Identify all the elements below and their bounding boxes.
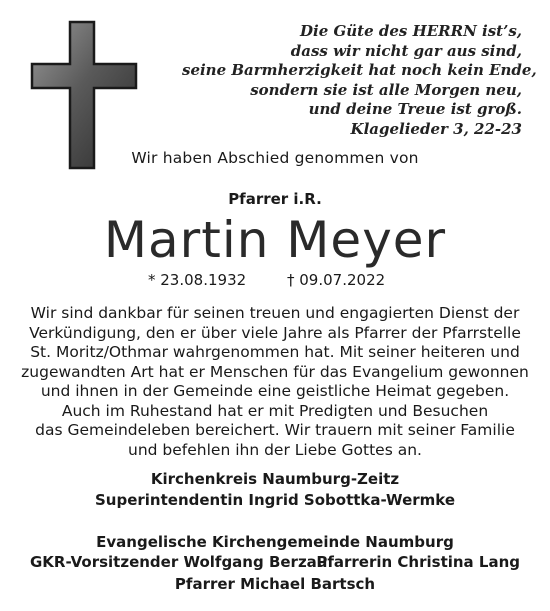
tribute-line: St. Moritz/Othmar wahrgenommen hat. Mit seiner heiteren und	[30, 343, 520, 361]
tribute-line: Verkündigung, den er über viele Jahre als Pfarrer der Pfarrstelle	[29, 323, 521, 342]
tribute-line: das Gemeindeleben bereichert. Wir trauern mit seiner Familie	[35, 421, 515, 439]
tribute-line: Auch im Ruhestand hat er mit Predigten und Besuchen	[61, 401, 489, 420]
signature-organization: Kirchenkreis Naumburg-Zeitz	[150, 470, 400, 488]
bible-verse	[182, 22, 537, 140]
signature-person: GKR-Vorsitzender Wolfgang Berzau	[30, 553, 328, 571]
verse-line: sondern sie ist alle Morgen neu,	[250, 80, 522, 99]
deceased-title: Pfarrer i.R.	[228, 190, 322, 208]
signature-person: Superintendentin Ingrid Sobottka-Wermke	[94, 491, 456, 509]
birth-date: * 23.08.1932	[148, 271, 247, 289]
tribute-text	[20, 304, 530, 460]
tribute-line: zugewandten Art hat er Menschen für das Evangelium gewonnen	[21, 362, 529, 381]
verse-line: dass wir nicht gar aus sind,	[290, 41, 522, 60]
verse-line: Die Güte des HERRN ist’s,	[299, 22, 522, 40]
verse-reference: Klagelieder 3, 22-23	[350, 119, 522, 138]
tribute-line: Wir sind dankbar für seinen treuen und engagierten Dienst der	[30, 304, 520, 322]
cross-icon	[30, 20, 140, 170]
tribute-line: und ihnen in der Gemeinde eine geistliche Heimat gegeben.	[40, 382, 510, 400]
tribute-line: und befehlen ihn der Liebe Gottes an.	[128, 440, 422, 459]
death-date: † 09.07.2022	[287, 271, 386, 289]
verse-line: und deine Treue ist groß.	[308, 100, 522, 119]
intro-text: Wir haben Abschied genommen von	[131, 149, 419, 167]
signature-organization: Evangelische Kirchengemeinde Naumburg	[96, 533, 454, 551]
signature-person: Pfarrerin Christina Lang	[316, 553, 520, 571]
deceased-name: Martin Meyer	[103, 211, 447, 269]
signature-block-kirchenkreis	[0, 469, 550, 511]
signature-person: Pfarrer Michael Bartsch	[174, 575, 376, 593]
verse-line: seine Barmherzigkeit hat noch kein Ende,	[182, 61, 537, 80]
